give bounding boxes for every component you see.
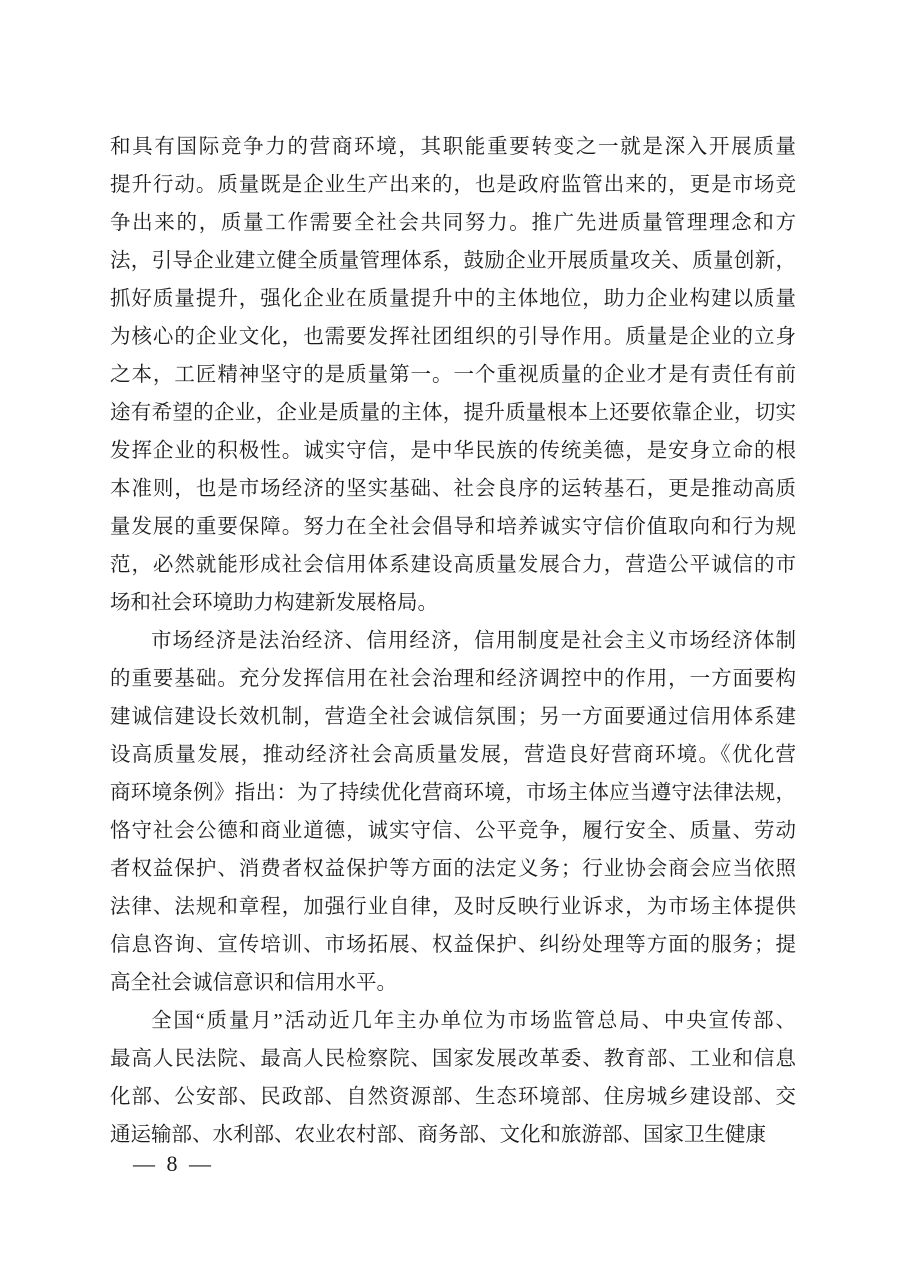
text-line: 法，引导企业建立健全质量管理体系，鼓励企业开展质量攻关、质量创新， [110,250,796,272]
text-line: 之本，工匠精神坚守的是质量第一。一个重视质量的企业才是有责任有前 [110,364,796,386]
text-line: 通运输部、水利部、农业农村部、商务部、文化和旅游部、国家卫生健康 [110,1124,766,1146]
text-line: 高全社会诚信意识和信用水平。 [110,972,397,994]
text-line: 设高质量发展，推动经济社会高质量发展，营造良好营商环境。《优化营 [110,744,796,766]
page-number: — 8 — [133,1151,214,1176]
body-text [110,128,796,1154]
text-line: 量发展的重要保障。努力在全社会倡导和培养诚实守信价值取向和行为规 [110,516,796,538]
text-line: 抓好质量提升，强化企业在质量提升中的主体地位，助力企业构建以质量 [110,288,796,310]
paragraph-2 [110,622,796,1002]
text-line: 恪守社会公德和商业道德，诚实守信、公平竞争，履行安全、质量、劳动 [110,820,796,842]
text-line: 建诚信建设长效机制，营造全社会诚信氛围；另一方面要通过信用体系建 [110,706,796,728]
paragraph-1 [110,128,796,622]
text-line: 发挥企业的积极性。诚实守信，是中华民族的传统美德，是安身立命的根 [110,440,796,462]
text-line: 市场经济是法治经济、信用经济，信用制度是社会主义市场经济体制 [151,630,796,652]
text-line: 场和社会环境助力构建新发展格局。 [110,592,438,614]
text-line: 最高人民法院、最高人民检察院、国家发展改革委、教育部、工业和信息 [110,1048,796,1070]
text-line: 信息咨询、宣传培训、市场拓展、权益保护、纠纷处理等方面的服务；提 [110,934,796,956]
text-line: 者权益保护、消费者权益保护等方面的法定义务；行业协会商会应当依照 [110,858,796,880]
text-line: 和具有国际竞争力的营商环境，其职能重要转变之一就是深入开展质量 [110,136,796,158]
text-line: 提升行动。质量既是企业生产出来的，也是政府监管出来的，更是市场竞 [110,174,796,196]
text-line: 范，必然就能形成社会信用体系建设高质量发展合力，营造公平诚信的市 [110,554,796,576]
text-line: 争出来的，质量工作需要全社会共同努力。推广先进质量管理理念和方 [110,212,796,234]
text-line: 本准则，也是市场经济的坚实基础、社会良序的运转基石，更是推动高质 [110,478,796,500]
text-line: 的重要基础。充分发挥信用在社会治理和经济调控中的作用，一方面要构 [110,668,796,690]
text-line: 商环境条例》指出：为了持续优化营商环境，市场主体应当遵守法律法规， [110,782,796,804]
text-line: 全国“质量月”活动近几年主办单位为市场监管总局、中央宣传部、 [151,1010,796,1032]
paragraph-3 [110,1002,796,1154]
text-line: 化部、公安部、民政部、自然资源部、生态环境部、住房城乡建设部、交 [110,1086,796,1108]
text-line: 途有希望的企业，企业是质量的主体，提升质量根本上还要依靠企业，切实 [110,402,796,424]
text-line: 法律、法规和章程，加强行业自律，及时反映行业诉求，为市场主体提供 [110,896,796,918]
text-line: 为核心的企业文化，也需要发挥社团组织的引导作用。质量是企业的立身 [110,326,796,348]
